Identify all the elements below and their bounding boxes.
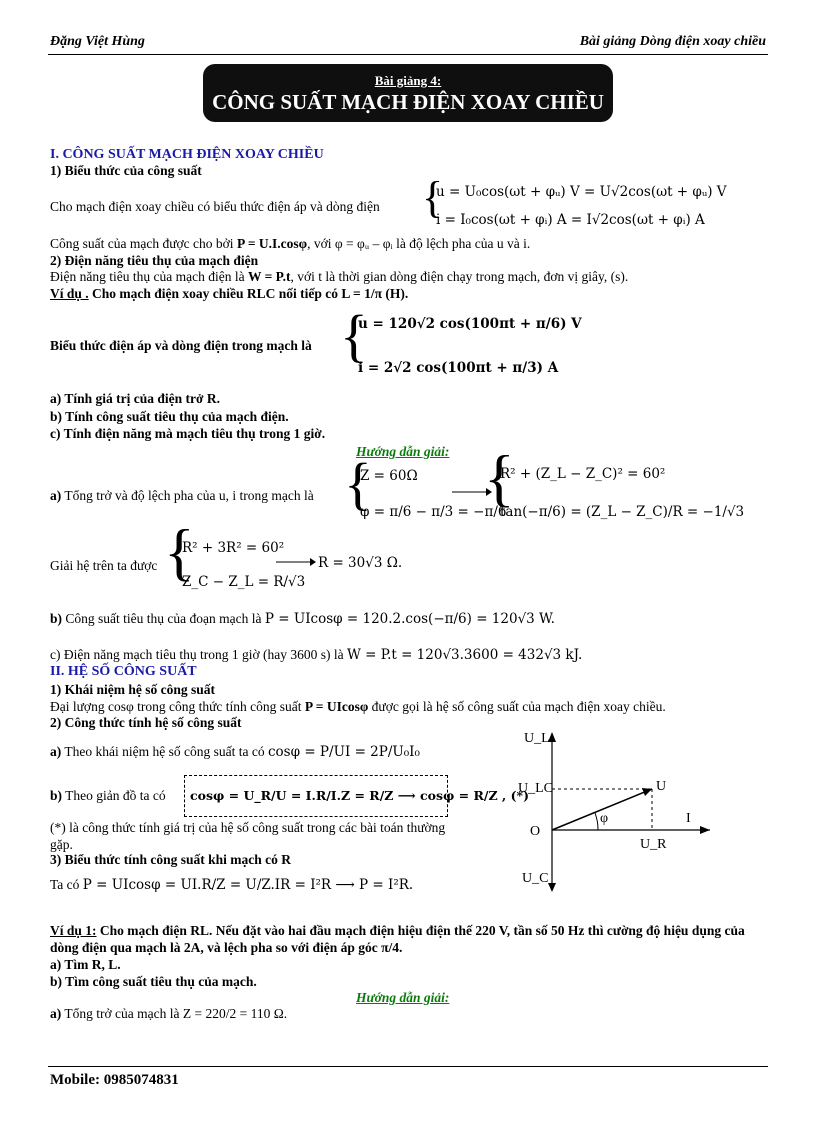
question-a: a) Tính giá trị của điện trở R. bbox=[50, 391, 220, 406]
page-title: CÔNG SUẤT MẠCH ĐIỆN XOAY CHIỀU bbox=[212, 90, 604, 114]
s2-sub2: 2) Công thức tính hệ số công suất bbox=[50, 715, 242, 730]
uc-arrowhead bbox=[548, 883, 556, 892]
sys-1: R² + 3R² = 60² bbox=[182, 540, 285, 556]
section-1-heading: I. CÔNG SUẤT MẠCH ĐIỆN XOAY CHIỀU bbox=[50, 147, 324, 162]
eq-i: i = I₀cos(ωt + φᵢ) A = I√2cos(ωt + φᵢ) A bbox=[436, 212, 705, 228]
brace: { bbox=[344, 451, 372, 516]
brace: { bbox=[484, 442, 515, 513]
label-uc: U_C bbox=[522, 871, 549, 886]
solution-b: b) Công suất tiêu thụ của đoạn mạch là P = UIcosφ = 120.2.cos(−π/6) = 120√3 W. bbox=[50, 611, 555, 627]
angle-arc bbox=[595, 813, 598, 830]
example1-sa: a) Tổng trở của mạch là Z = 220/2 = 110 Ω. bbox=[50, 1006, 288, 1021]
example-eq-i: i = 2√2 cos(100πt + π/3) A bbox=[358, 360, 559, 376]
header-author: Đặng Việt Hùng bbox=[50, 34, 145, 49]
i-arrowhead bbox=[700, 826, 710, 834]
brace: { bbox=[164, 516, 195, 587]
sys-result: R = 30√3 Ω. bbox=[318, 555, 403, 571]
s1-p3: Điện năng tiêu thụ của mạch điện là W = P.t, với t là thời gian dòng điện chạy trong mạch, đơn vị giây, (s). bbox=[50, 269, 629, 284]
footer-rule bbox=[48, 1066, 768, 1067]
s1-sub1: 1) Biểu thức của công suất bbox=[50, 163, 202, 178]
sa-phi: φ = π/6 − π/3 = −π/6 bbox=[360, 504, 507, 520]
label-o: O bbox=[530, 824, 541, 839]
system-text: Giải hệ trên ta được bbox=[50, 558, 158, 573]
sa-r1: R² + (Z_L − Z_C)² = 60² bbox=[500, 466, 666, 482]
header-course: Bài giảng Dòng điện xoay chiều bbox=[579, 34, 766, 49]
eq-u: u = U₀cos(ωt + φᵤ) V = U√2cos(ωt + φᵤ) V bbox=[436, 184, 727, 200]
brace: { bbox=[340, 303, 368, 368]
s1-sub2: 2) Điện năng tiêu thụ của mạch điện bbox=[50, 253, 259, 268]
lesson-label: Bài giảng 4: bbox=[374, 73, 442, 88]
sa-r2: tan(−π/6) = (Z_L − Z_C)/R = −1/√3 bbox=[500, 504, 745, 520]
s2-p1: Đại lượng cosφ trong công thức tính công suất P = UIcosφ được gọi là hệ số công suất của mạch điện xoay chiều. bbox=[50, 699, 666, 714]
s1-p2: Công suất của mạch được cho bởi P = U.I.cosφ, với φ = φᵤ – φᵢ là độ lệch pha của u và i. bbox=[50, 236, 531, 251]
question-b: b) Tính công suất tiêu thụ của mạch điện. bbox=[50, 409, 289, 424]
phasor-diagram bbox=[510, 720, 710, 900]
question-c: c) Tính điện năng mà mạch tiêu thụ trong 1 giờ. bbox=[50, 426, 326, 441]
note: (*) là công thức tính giá trị của hệ số công suất trong các bài toán thường gặp. bbox=[50, 820, 446, 852]
example1-qb: b) Tìm công suất tiêu thụ của mạch. bbox=[50, 974, 257, 989]
s2-a: a) Theo khái niệm hệ số công suất ta có cosφ = P/UI = 2P/U₀I₀ bbox=[50, 744, 420, 760]
example-eq-u: u = 120√2 cos(100πt + π/6) V bbox=[358, 316, 582, 332]
guide-heading: Hướng dẫn giải: bbox=[356, 444, 450, 459]
s2-sub3: 3) Biểu thức tính công suất khi mạch có R bbox=[50, 852, 291, 867]
brace: { bbox=[422, 173, 444, 222]
s1-p1: Cho mạch điện xoay chiều có biểu thức điện áp và dòng điện bbox=[50, 199, 380, 214]
label-u: U bbox=[656, 779, 667, 794]
header-rule bbox=[48, 54, 768, 55]
solution-a-text: a) Tổng trở và độ lệch pha của u, i trong mạch là bbox=[50, 488, 314, 503]
s2-c: Ta có P = UIcosφ = UI.R/Z = U/Z.IR = I²R ⟶ P = I²R. bbox=[50, 877, 414, 893]
sys-2: Z_C − Z_L = R/√3 bbox=[182, 574, 306, 590]
label-ulc: U_LC bbox=[518, 781, 553, 796]
solution-c: c) Điện năng mạch tiêu thụ trong 1 giờ (hay 3600 s) là W = P.t = 120√3.3600 = 432√3 kJ. bbox=[50, 647, 583, 663]
example-eq-label: Biểu thức điện áp và dòng điện trong mạch là bbox=[50, 338, 312, 353]
arrow-icon bbox=[276, 556, 316, 568]
sa-z: Z = 60Ω bbox=[360, 468, 418, 484]
title-box bbox=[203, 64, 613, 122]
label-ur: U_R bbox=[640, 837, 667, 852]
label-phi: φ bbox=[600, 811, 609, 826]
formula-cos: cosφ = U_R/U = I.R/I.Z = R/Z ⟶ cosφ = R/Z , (*) bbox=[190, 788, 529, 803]
label-ul: U_L bbox=[524, 731, 550, 746]
footer-mobile: Mobile: 0985074831 bbox=[50, 1072, 179, 1088]
example1-qa: a) Tìm R, L. bbox=[50, 957, 121, 972]
s2-b: b) Theo giản đồ ta có bbox=[50, 788, 166, 803]
example-intro: Ví dụ . Cho mạch điện xoay chiều RLC nối tiếp có L = 1/π (H). bbox=[50, 286, 409, 301]
example1-text: Ví dụ 1: Cho mạch điện RL. Nếu đặt vào hai đầu mạch điện hiệu điện thế 220 V, tần số 50 Hz thì cường độ hiệu dụng của dòng điện qua mạch là 2A, và lệch pha so với điện áp góc π/4. bbox=[50, 923, 745, 955]
s2-sub1: 1) Khái niệm hệ số công suất bbox=[50, 682, 216, 697]
guide-heading-2: Hướng dẫn giải: bbox=[356, 990, 450, 1005]
label-i: I bbox=[686, 811, 691, 826]
section-2-heading: II. HỆ SỐ CÔNG SUẤT bbox=[50, 664, 197, 679]
